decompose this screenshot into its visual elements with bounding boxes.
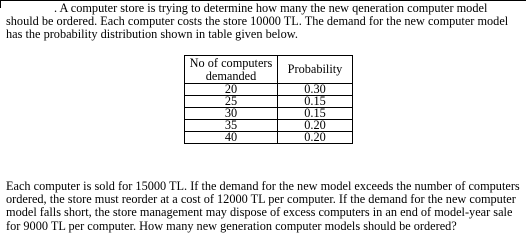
demand-cell: 35 [185, 120, 278, 132]
table-row [185, 108, 353, 120]
probability-cell: 0.15 [278, 96, 353, 108]
table-header-row [185, 56, 353, 84]
intro-line-2: should be ordered. Each computer costs the store 10000 TL. The demand for the new computer model [6, 14, 509, 29]
probability-cell: 0.30 [278, 84, 353, 96]
probability-cell: 0.15 [278, 108, 353, 120]
intro-line-3: has the probability distribution shown in table given below. [6, 27, 298, 42]
demand-cell: 30 [185, 108, 278, 120]
probability-distribution-table [184, 55, 353, 144]
table-row [185, 96, 353, 108]
intro-line-1: . A computer store is trying to determine how many the new qeneration computer model [54, 1, 488, 15]
table-row [185, 84, 353, 96]
probability-cell: 0.20 [278, 132, 353, 144]
outro-paragraph [6, 180, 522, 233]
outro-line-2: ordered, the store must reorder at a cost of 12000 TL per computer. If the demand for the new computer [6, 192, 516, 207]
header-computers-demanded: No of computers demanded [185, 56, 278, 84]
demand-cell: 40 [185, 132, 278, 144]
outro-line-1: Each computer is sold for 15000 TL. If the demand for the new model exceeds the number of computers [6, 179, 520, 193]
probability-cell: 0.20 [278, 120, 353, 132]
intro-paragraph [6, 2, 522, 42]
table-row [185, 132, 353, 144]
demand-cell: 25 [185, 96, 278, 108]
header-probability: Probability [278, 56, 353, 84]
outro-line-3: model falls short, the store management may dispose of excess computers in an end of model-year sale [6, 205, 513, 220]
outro-line-4: for 9000 TL per computer. How many new generation computer models should be ordered? [6, 218, 457, 233]
demand-cell: 20 [185, 84, 278, 96]
left-border-line [0, 0, 1, 8]
table-row [185, 120, 353, 132]
